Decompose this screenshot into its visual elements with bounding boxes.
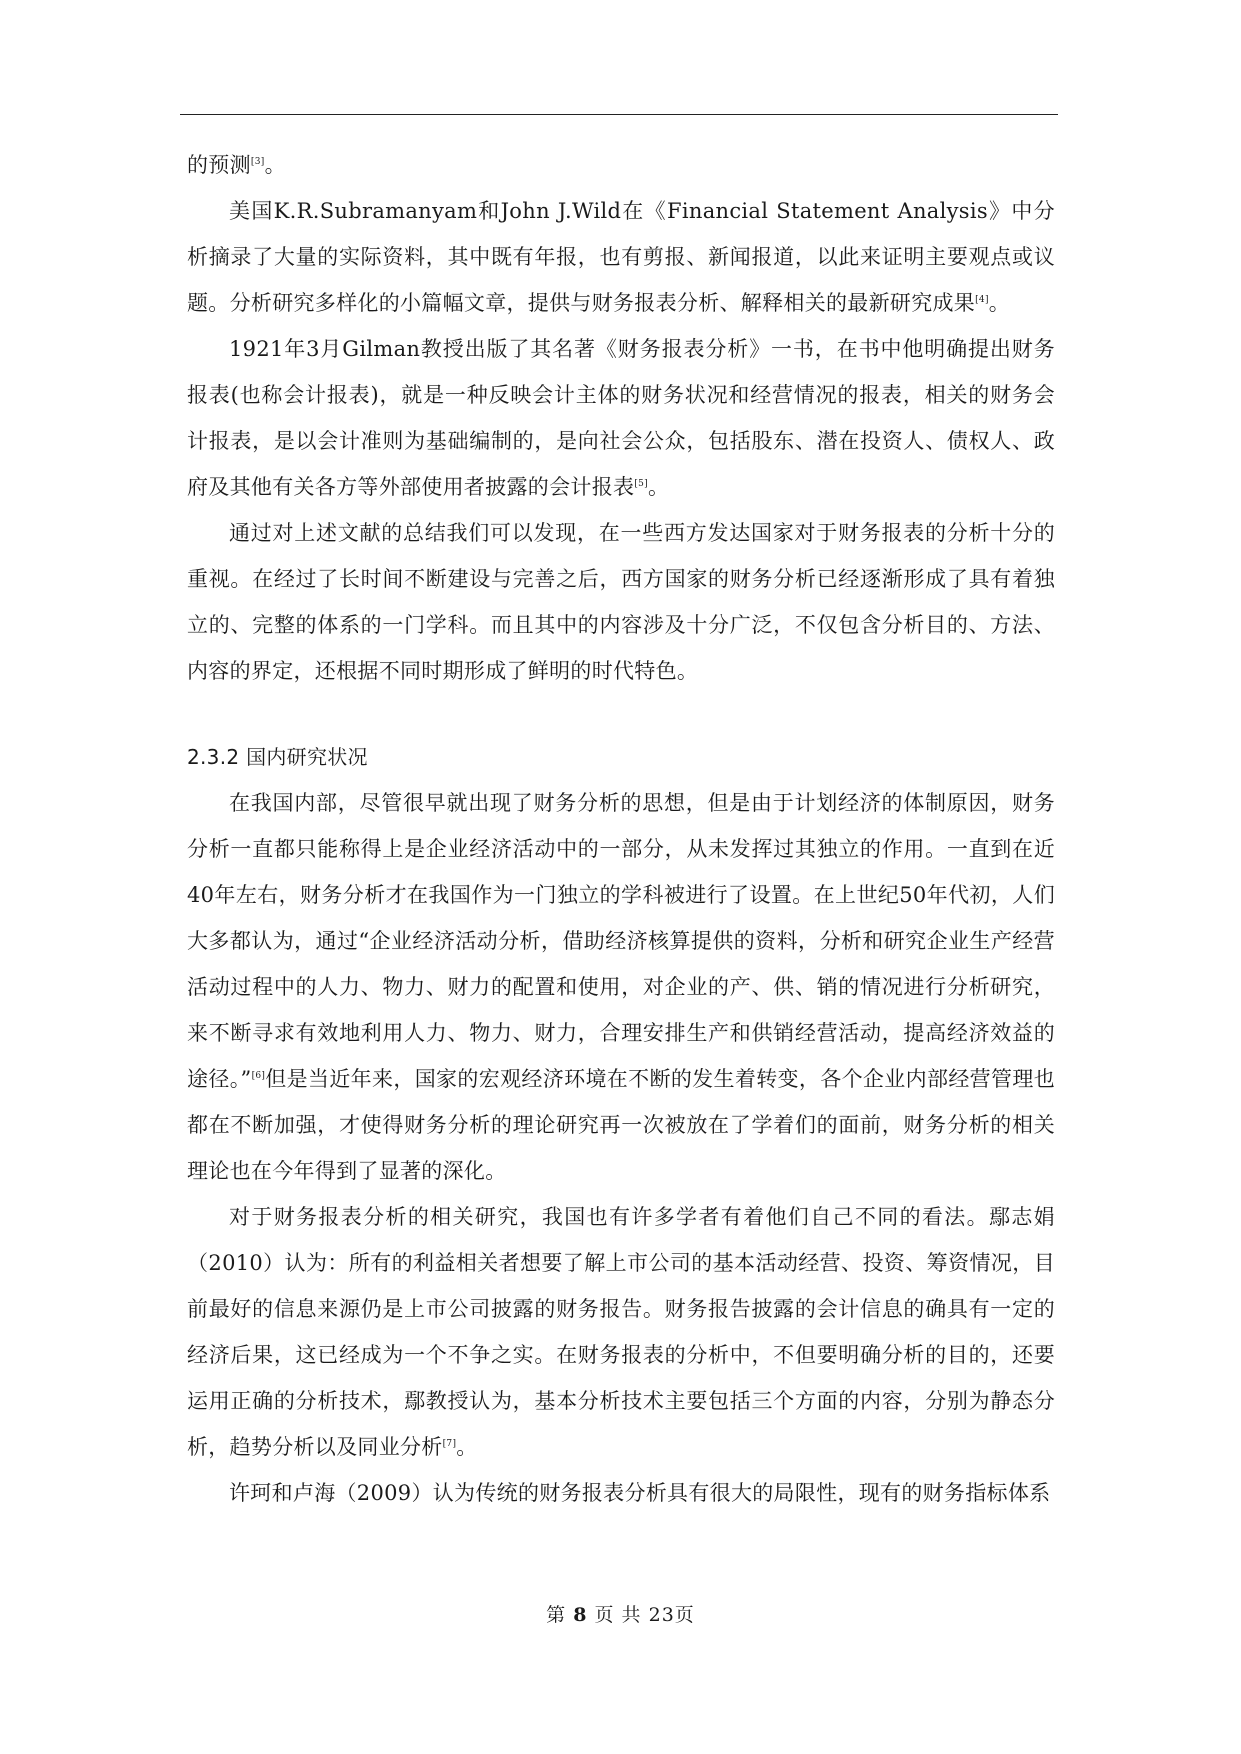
paragraph-tail: 但是当近年来，国家的宏观经济环境在不断的发生着转变，各个企业内部经营管理也都在不断加强，才使得财务分析的理论研究再一次被放在了学着们的面前，财务分析的相关理论也在今年得到了显著的深化。 [187,1067,1055,1183]
paragraph [187,510,1055,694]
header-rule [180,114,1058,115]
paragraph-tail: 。 [647,475,670,499]
page-number: 8 [573,1604,588,1626]
paragraph-tail: 。 [988,291,1011,315]
page-footer [0,1600,1241,1627]
paragraph-text: 在我国内部，尽管很早就出现了财务分析的思想，但是由于计划经济的体制原因，财务分析一直都只能称得上是企业经济活动中的一部分，从未发挥过其独立的作用。一直到在近40年左右，财务分析才在我国作为一门独立的学科被进行了设置。在上世纪50年代初，人们大多都认为，通过“企业经济活动分析，借助经济核算提供的资料，分析和研究企业生产经营活动过程中的人力、物力、财力的配置和使用，对企业的产、供、销的情况进行分析研究，来不断寻求有效地利用人力、物力、财力，合理安排生产和供销经营活动，提高经济效益的途径。” [187,791,1055,1091]
paragraph-tail: 。 [264,153,286,177]
footer-prefix: 第 [546,1604,567,1626]
section-title: 国内研究状况 [246,745,368,769]
paragraph-text: 美国K.R.Subramanyam和John J.Wild在《Financial Statement Analysis》中分析摘录了大量的实际资料，其中既有年报，也有剪报、新闻报道，以此来证明主要观点或议题。分析研究多样化的小篇幅文章，提供与财务报表分析、解释相关的最新研究成果 [187,199,1055,315]
citation: [6] [251,1071,266,1081]
paragraph-text: 通过对上述文献的总结我们可以发现，在一些西方发达国家对于财务报表的分析十分的重视。在经过了长时间不断建设与完善之后，西方国家的财务分析已经逐渐形成了具有着独立的、完整的体系的一门学科。而且其中的内容涉及十分广泛，不仅包含分析目的、方法、内容的界定，还根据不同时期形成了鲜明的时代特色。 [187,521,1055,683]
section-heading [187,734,1055,780]
paragraph-text: 许珂和卢海（2009）认为传统的财务报表分析具有很大的局限性，现有的财务指标体系 [229,1481,1051,1505]
citation: [3] [250,157,265,167]
paragraph [187,326,1055,510]
total-pages: 23 [648,1604,675,1626]
section-number: 2.3.2 [187,745,240,769]
paragraph [187,142,1055,188]
citation: [7] [442,1439,457,1449]
paragraph [187,188,1055,326]
section-gap [187,694,1055,734]
footer-middle: 页 共 [594,1604,642,1626]
paragraph-text: 的预测 [187,153,251,177]
document-body [187,142,1055,1516]
citation: [5] [634,479,648,489]
paragraph-text: 对于财务报表分析的相关研究，我国也有许多学者有着他们自己不同的看法。鄢志娟（2010）认为：所有的利益相关者想要了解上市公司的基本活动经营、投资、筹资情况，目前最好的信息来源仍是上市公司披露的财务报告。财务报告披露的会计信息的确具有一定的经济后果，这已经成为一个不争之实。在财务报表的分析中，不但要明确分析的目的，还要运用正确的分析技术，鄢教授认为，基本分析技术主要包括三个方面的内容，分别为静态分析，趋势分析以及同业分析 [187,1205,1055,1459]
footer-suffix: 页 [674,1604,695,1626]
citation: [4] [975,295,989,305]
paragraph-text: 1921年3月Gilman教授出版了其名著《财务报表分析》一书，在书中他明确提出财务报表(也称会计报表)，就是一种反映会计主体的财务状况和经营情况的报表，相关的财务会计报表，是以会计准则为基础编制的，是向社会公众，包括股东、潜在投资人、债权人、政府及其他有关各方等外部使用者披露的会计报表 [187,337,1055,499]
paragraph [187,780,1055,1194]
paragraph [187,1194,1055,1470]
paragraph [187,1470,1055,1516]
paragraph-tail: 。 [456,1435,478,1459]
